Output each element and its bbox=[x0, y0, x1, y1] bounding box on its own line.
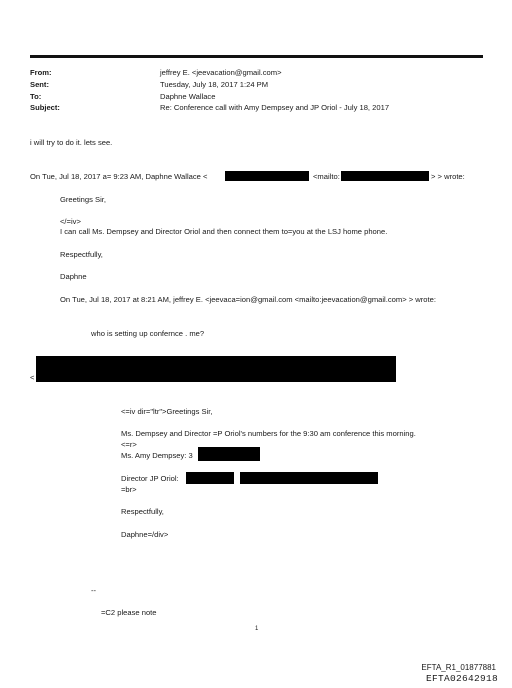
dash-mark: -- bbox=[91, 586, 97, 595]
question-line: who is setting up confernce . me? bbox=[91, 329, 205, 338]
greeting-1: Greetings Sir, bbox=[60, 195, 107, 204]
tag-line-3: =br> bbox=[121, 485, 137, 494]
page-number: 1 bbox=[255, 626, 259, 632]
to-label: To: bbox=[30, 92, 42, 101]
subject-value: Re: Conference call with Amy Dempsey and JP Oriol - July 18, 2017 bbox=[160, 103, 390, 112]
signature-2: Daphne=/div> bbox=[121, 530, 169, 539]
numbers-line: Ms. Dempsey and Director =P Oriol's numbers for the 9:30 am conference this morning. bbox=[121, 429, 416, 438]
from-label: From: bbox=[30, 68, 52, 77]
redaction-box bbox=[198, 447, 260, 461]
sent-value: Tuesday, July 18, 2017 1:24 PM bbox=[160, 80, 269, 89]
redaction-box bbox=[240, 472, 378, 484]
quote1-intro-start: On Tue, Jul 18, 2017 a= 9:23 AM, Daphne Wallace < bbox=[30, 172, 208, 181]
redaction-block bbox=[36, 356, 396, 382]
header-rule bbox=[30, 55, 483, 58]
call-line: I can call Ms. Dempsey and Director Oriol and then connect them to=you at the LSJ home phone. bbox=[60, 227, 388, 236]
tag-line-1: </=iv> bbox=[60, 217, 81, 226]
sent-label: Sent: bbox=[30, 80, 49, 89]
dempsey-line: Ms. Amy Dempsey: 3 bbox=[121, 451, 193, 460]
tag-line-2: <=r> bbox=[121, 440, 137, 449]
oriol-line: Director JP Oriol: bbox=[121, 474, 179, 483]
quote2-intro: On Tue, Jul 18, 2017 at 8:21 AM, jeffrey E. <jeevaca=ion@gmail.com <mailto:jeevacation@gmail.com> > wrote: bbox=[60, 295, 436, 304]
subject-label: Subject: bbox=[30, 103, 60, 112]
left-marker: < bbox=[30, 373, 35, 382]
redaction-box bbox=[225, 171, 309, 181]
greeting-2: <=iv dir="ltr">Greetings Sir, bbox=[121, 407, 213, 416]
from-value: jeffrey E. <jeevacation@gmail.com> bbox=[160, 68, 282, 77]
quote1-intro-mailto: <mailto: bbox=[313, 172, 340, 181]
bates-number-1: EFTA_R1_01877881 bbox=[421, 663, 496, 672]
signature-1: Daphne bbox=[60, 272, 87, 281]
bates-number-2: EFTA02642918 bbox=[425, 673, 498, 684]
reply-line: i will try to do it. lets see. bbox=[30, 138, 113, 147]
closing-1: Respectfully, bbox=[60, 250, 103, 259]
closing-2: Respectfully, bbox=[121, 507, 164, 516]
redaction-box bbox=[186, 472, 234, 484]
note-line: =C2 please note bbox=[101, 608, 157, 617]
quote1-intro-end: > > wrote: bbox=[431, 172, 465, 181]
redaction-box bbox=[341, 171, 429, 181]
to-value: Daphne Wallace bbox=[160, 92, 216, 101]
